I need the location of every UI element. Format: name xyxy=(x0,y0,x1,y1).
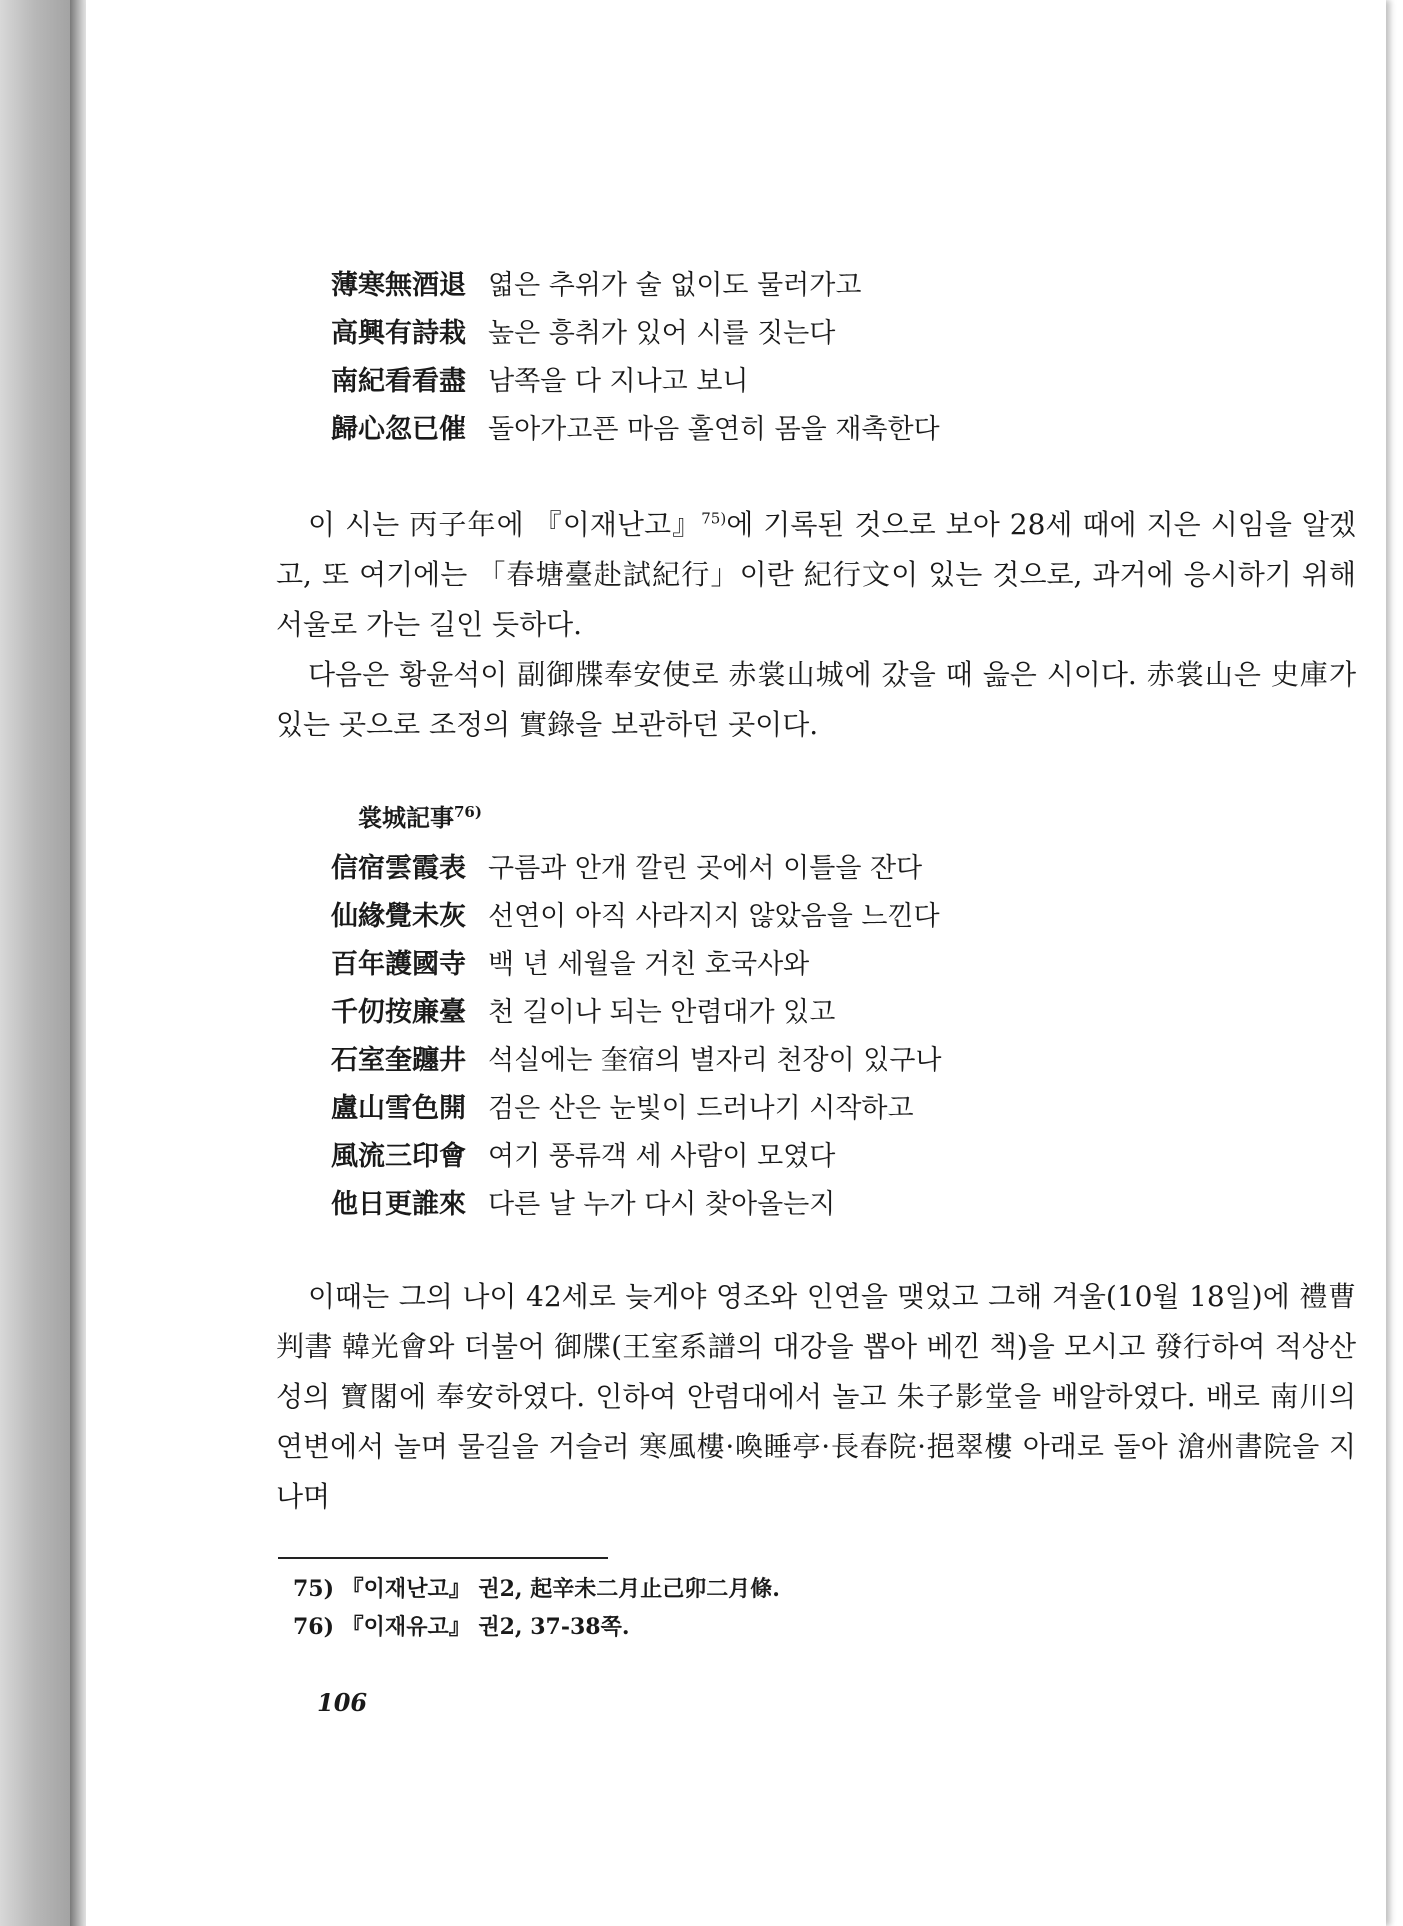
poem-line-hanja: 信宿雲霞表 xyxy=(331,853,466,884)
poem-line-hanja: 高興有詩栽 xyxy=(331,318,466,349)
poem-line-korean: 다른 날 누가 다시 찾아올는지 xyxy=(488,1189,836,1220)
poem-line-korean: 검은 산은 눈빛이 드러나기 시작하고 xyxy=(488,1093,914,1124)
poem-line-korean: 천 길이나 되는 안렴대가 있고 xyxy=(488,997,836,1028)
body-text-1 xyxy=(276,500,1356,750)
poem-line-hanja: 仙緣覺未灰 xyxy=(331,901,466,932)
footnote-ref: 75) xyxy=(701,509,727,528)
paragraph: 이때는 그의 나이 42세로 늦게야 영조와 인연을 맺었고 그해 겨울(10월 18일)에 禮曹判書 韓光會와 더불어 御牒(王室系譜의 대강을 뽑아 베낀 책)을 모시고 發行하여 적상산성의 寶閣에 奉安하였다. 인하여 안렴대에서 놀고 朱子影堂을 배알하였다. 배로 南川의 연변에서 놀며 물길을 거슬러 寒風樓·喚睡亭·長春院·挹翠樓 아래로 돌아 滄州書院을 지나며 xyxy=(276,1280,1356,1513)
poem-line-hanja: 南紀看看盡 xyxy=(331,366,466,397)
poem-line-korean: 남쪽을 다 지나고 보니 xyxy=(488,366,749,397)
poem-2-line xyxy=(331,941,941,989)
poem-2 xyxy=(331,845,941,1229)
poem-line-korean: 여기 풍류객 세 사람이 모였다 xyxy=(488,1141,836,1172)
poem-line-hanja: 他日更誰來 xyxy=(331,1189,466,1220)
book-page xyxy=(86,0,1386,1926)
paragraph xyxy=(276,500,1356,650)
poem-1 xyxy=(331,262,940,454)
paragraph: 다음은 황윤석이 副御牒奉安使로 赤裳山城에 갔을 때 읊은 시이다. 赤裳山은 史庫가 있는 곳으로 조정의 實錄을 보관하던 곳이다. xyxy=(276,658,1356,741)
poem-2-line xyxy=(331,1037,941,1085)
poem-line-hanja: 薄寒無酒退 xyxy=(331,270,466,301)
poem-2-line xyxy=(331,989,941,1037)
poem-2-line xyxy=(331,1181,941,1229)
poem-1-line xyxy=(331,406,940,454)
footnote: 76) 『이재유고』 권2, 37-38쪽. xyxy=(293,1614,630,1640)
poem-line-korean: 석실에는 奎宿의 별자리 천장이 있구나 xyxy=(488,1045,942,1076)
poem-2-line xyxy=(331,1133,941,1181)
poem-line-hanja: 百年護國寺 xyxy=(331,949,466,980)
footnote-divider xyxy=(278,1557,608,1559)
poem-2-title xyxy=(358,798,482,833)
poem-line-korean: 돌아가고픈 마음 홀연히 몸을 재촉한다 xyxy=(488,414,940,445)
poem-line-korean: 높은 흥취가 있어 시를 짓는다 xyxy=(488,318,836,349)
poem-2-line xyxy=(331,893,941,941)
poem-1-line xyxy=(331,262,940,310)
page-number: 106 xyxy=(317,1688,368,1717)
poem-line-hanja: 千仞按廉臺 xyxy=(331,997,466,1028)
poem-title-text: 裳城記事 xyxy=(358,803,454,832)
poem-line-korean: 구름과 안개 깔린 곳에서 이틀을 잔다 xyxy=(488,853,923,884)
poem-1-line xyxy=(331,358,940,406)
poem-1-line xyxy=(331,310,940,358)
poem-2-line xyxy=(331,845,941,893)
poem-line-hanja: 風流三印會 xyxy=(331,1141,466,1172)
paragraph-text: 에 기록된 것으로 보아 28세 때에 지은 시임을 알겠고, 또 여기에는 「春塘臺赴試紀行」이란 紀行文이 있는 것으로, 과거에 응시하기 위해 서울로 가는 길인 듯하다. xyxy=(276,508,1357,641)
poem-2-line xyxy=(331,1085,941,1133)
footnote: 75) 『이재난고』 권2, 起辛未二月止己卯二月條. xyxy=(293,1576,780,1602)
poem-line-hanja: 歸心忽已催 xyxy=(331,414,466,445)
body-text-2 xyxy=(276,1272,1356,1522)
footnotes xyxy=(293,1570,780,1646)
poem-line-hanja: 盧山雪色開 xyxy=(331,1093,466,1124)
poem-line-korean: 엷은 추위가 술 없이도 물러가고 xyxy=(488,270,862,301)
paragraph-text: 이 시는 丙子年에 『이재난고』 xyxy=(308,508,702,541)
poem-line-korean: 백 년 세월을 거친 호국사와 xyxy=(488,949,810,980)
book-spine-shadow xyxy=(70,0,86,1926)
footnote-ref: 76) xyxy=(454,803,482,821)
poem-line-korean: 선연이 아직 사라지지 않았음을 느낀다 xyxy=(488,901,940,932)
poem-line-hanja: 石室奎躔井 xyxy=(331,1045,466,1076)
